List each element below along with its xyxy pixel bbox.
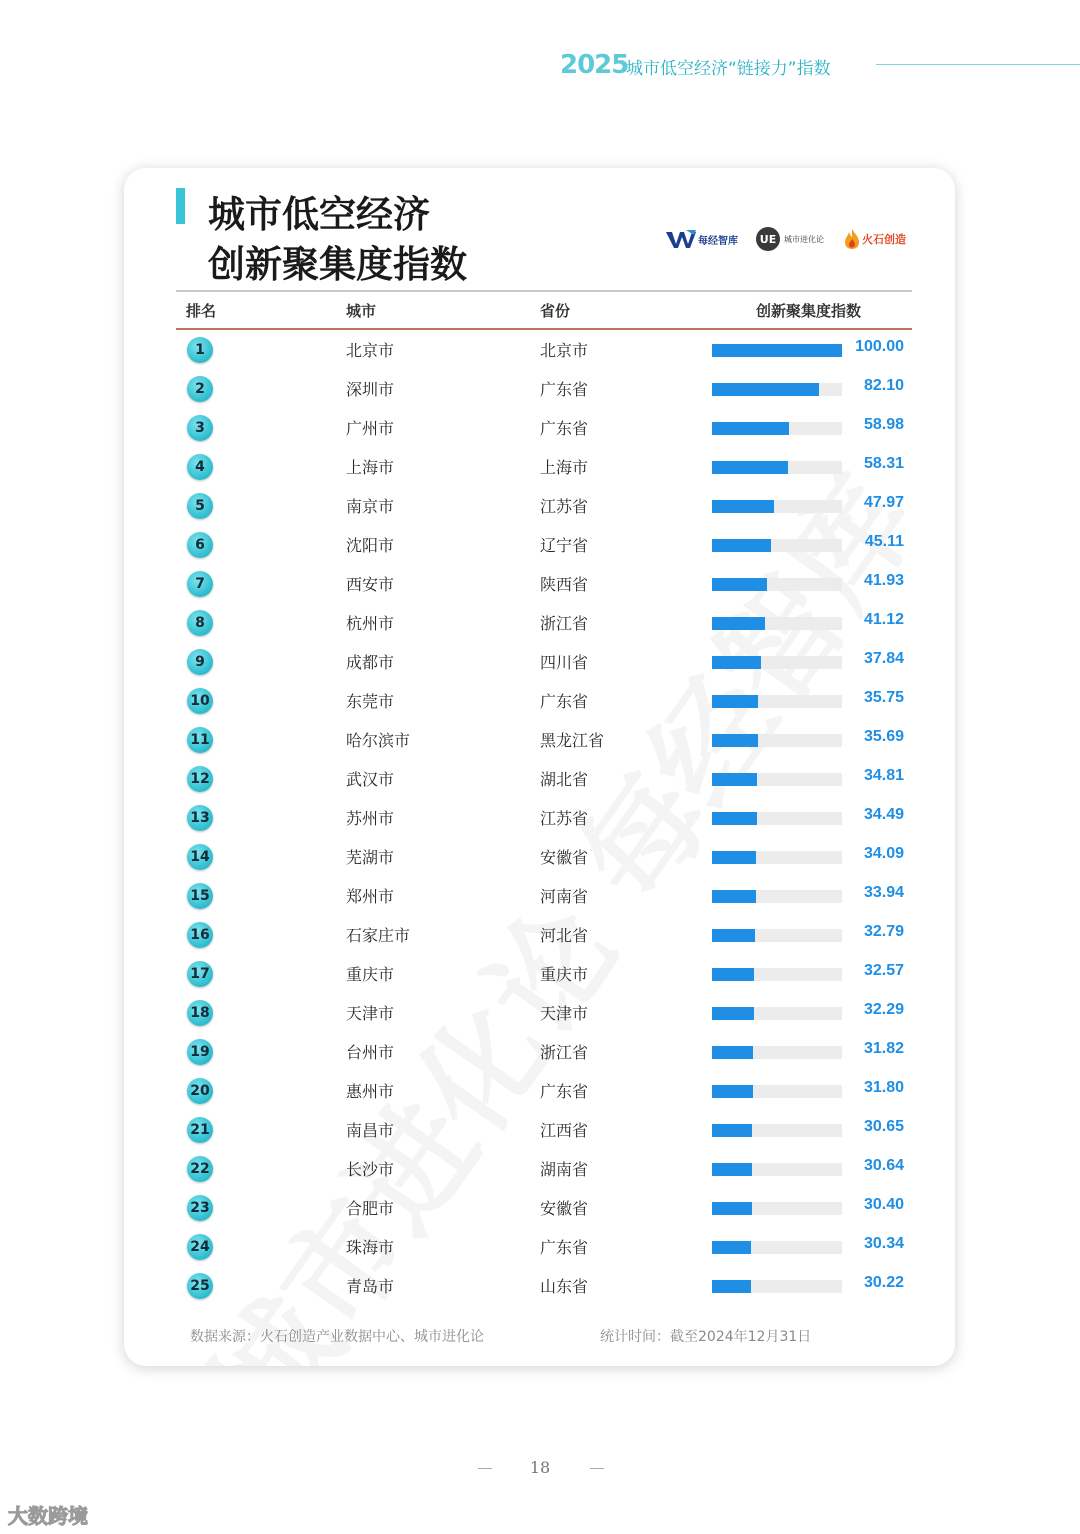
flame-icon (844, 228, 860, 250)
value-label: 32.57 (863, 962, 904, 979)
page-number: 18 (529, 1458, 551, 1477)
col-header-index: 创新聚集度指数 (756, 302, 862, 320)
value-label: 58.98 (863, 416, 904, 433)
city-name: 石家庄市 (346, 926, 411, 945)
value-label: 33.94 (863, 884, 904, 901)
table-row (124, 408, 955, 447)
card-title-line1: 城市低空经济 (208, 193, 430, 236)
bar-track (712, 851, 842, 864)
province-name: 浙江省 (540, 1043, 589, 1062)
table-row (124, 369, 955, 408)
table-row (124, 486, 955, 525)
city-name: 合肥市 (346, 1199, 395, 1218)
rank-badge: 6 (187, 532, 213, 558)
bar-track (712, 734, 842, 747)
title-accent-bar (176, 188, 185, 224)
bar-5 (712, 500, 774, 513)
table-row (124, 1071, 955, 1110)
rank-badge: 5 (187, 493, 213, 519)
rank-badge: 19 (187, 1039, 213, 1065)
city-name: 南京市 (346, 497, 395, 516)
province-name: 江西省 (540, 1121, 589, 1140)
city-name: 青岛市 (346, 1277, 395, 1296)
city-name: 惠州市 (346, 1082, 395, 1101)
bar-track (712, 968, 842, 981)
table-row (124, 603, 955, 642)
province-name: 上海市 (540, 458, 589, 477)
partner-logos (664, 226, 924, 256)
bar-2 (712, 383, 819, 396)
bar-10 (712, 695, 758, 708)
province-name: 浙江省 (540, 614, 589, 633)
value-label: 30.40 (863, 1196, 904, 1213)
province-name: 北京市 (540, 341, 589, 360)
table-header (176, 292, 912, 328)
report-title: 城市低空经济“链接力”指数 (626, 59, 831, 79)
bar-track (712, 1163, 842, 1176)
bar-track (712, 539, 842, 552)
page-number-dash-left (478, 1468, 492, 1469)
bar-1 (712, 344, 842, 357)
city-name: 珠海市 (346, 1238, 395, 1257)
bar-track (712, 890, 842, 903)
province-name: 河北省 (540, 926, 589, 945)
rank-badge: 18 (187, 1000, 213, 1026)
bar-21 (712, 1124, 752, 1137)
city-name: 郑州市 (346, 887, 395, 906)
table-row (124, 837, 955, 876)
province-name: 湖南省 (540, 1160, 589, 1179)
report-header (560, 48, 1080, 82)
province-name: 广东省 (540, 1238, 589, 1257)
city-name: 成都市 (346, 653, 395, 672)
table-row (124, 1227, 955, 1266)
corner-logo: 大数跨境 (8, 1504, 88, 1528)
value-label: 34.81 (863, 767, 904, 784)
table-row (124, 759, 955, 798)
bar-track (712, 461, 842, 474)
rank-badge: 9 (187, 649, 213, 675)
table-row (124, 798, 955, 837)
bar-track (712, 1046, 842, 1059)
rank-badge: 25 (187, 1273, 213, 1299)
city-name: 天津市 (346, 1004, 395, 1023)
bar-track (712, 1124, 842, 1137)
bar-3 (712, 422, 789, 435)
bar-track (712, 695, 842, 708)
province-name: 黑龙江省 (540, 731, 605, 750)
bar-track (712, 1241, 842, 1254)
rank-badge: 7 (187, 571, 213, 597)
value-label: 47.97 (863, 494, 904, 511)
value-label: 82.10 (863, 377, 904, 394)
city-name: 西安市 (346, 575, 395, 594)
mjzk-logo (666, 226, 738, 252)
table-row (124, 993, 955, 1032)
city-name: 台州市 (346, 1043, 395, 1062)
table-row (124, 1188, 955, 1227)
table-row (124, 681, 955, 720)
bar-15 (712, 890, 756, 903)
value-label: 45.11 (864, 533, 904, 550)
bar-track (712, 617, 842, 630)
bar-track (712, 344, 842, 357)
value-label: 30.65 (863, 1118, 904, 1135)
city-name: 广州市 (346, 419, 395, 438)
bar-6 (712, 539, 771, 552)
bar-track (712, 1007, 842, 1020)
table-row (124, 720, 955, 759)
city-name: 芜湖市 (346, 848, 395, 867)
page-number-dash-right (590, 1468, 604, 1469)
table-row (124, 954, 955, 993)
bar-track (712, 812, 842, 825)
rank-badge: 12 (187, 766, 213, 792)
card-title-line2: 创新聚集度指数 (208, 243, 467, 286)
table-row (124, 1032, 955, 1071)
value-label: 41.12 (863, 611, 904, 628)
bar-18 (712, 1007, 754, 1020)
province-name: 陕西省 (540, 575, 589, 594)
data-source: 数据来源：火石创造产业数据中心、城市进化论 (190, 1329, 484, 1345)
city-name: 杭州市 (346, 614, 395, 633)
stat-time: 统计时间：截至2024年12月31日 (600, 1329, 812, 1345)
city-name: 长沙市 (346, 1160, 395, 1179)
col-header-rank: 排名 (186, 302, 217, 320)
city-name: 哈尔滨市 (346, 731, 411, 750)
value-label: 30.22 (863, 1274, 904, 1291)
value-label: 100.00 (855, 338, 904, 355)
bar-track (712, 656, 842, 669)
bar-track (712, 1085, 842, 1098)
rank-badge: 23 (187, 1195, 213, 1221)
rank-badge: 4 (187, 454, 213, 480)
bar-12 (712, 773, 757, 786)
city-name: 沈阳市 (346, 536, 395, 555)
value-label: 37.84 (863, 650, 904, 667)
hs-logo (844, 226, 906, 252)
province-name: 四川省 (540, 653, 589, 672)
province-name: 辽宁省 (540, 536, 589, 555)
table-row (124, 642, 955, 681)
ue-logo-icon: UE (756, 227, 780, 251)
rank-badge: 11 (187, 727, 213, 753)
bar-14 (712, 851, 756, 864)
rank-badge: 24 (187, 1234, 213, 1260)
province-name: 广东省 (540, 692, 589, 711)
value-label: 30.64 (863, 1157, 904, 1174)
value-label: 34.49 (863, 806, 904, 823)
value-label: 35.69 (863, 728, 904, 745)
province-name: 广东省 (540, 1082, 589, 1101)
bar-11 (712, 734, 758, 747)
city-name: 上海市 (346, 458, 395, 477)
rank-badge: 14 (187, 844, 213, 870)
value-label: 34.09 (863, 845, 904, 862)
table-row (124, 1110, 955, 1149)
province-name: 湖北省 (540, 770, 589, 789)
ue-logo (756, 226, 824, 252)
rank-badge: 13 (187, 805, 213, 831)
city-name: 重庆市 (346, 965, 395, 984)
rank-badge: 2 (187, 376, 213, 402)
bar-16 (712, 929, 755, 942)
header-divider (876, 64, 1080, 65)
bar-track (712, 1280, 842, 1293)
city-name: 苏州市 (346, 809, 395, 828)
bar-track (712, 578, 842, 591)
province-name: 河南省 (540, 887, 589, 906)
bar-17 (712, 968, 754, 981)
value-label: 35.75 (863, 689, 904, 706)
province-name: 安徽省 (540, 1199, 589, 1218)
city-name: 武汉市 (346, 770, 395, 789)
province-name: 江苏省 (540, 809, 589, 828)
city-name: 南昌市 (346, 1121, 395, 1140)
value-label: 41.93 (863, 572, 904, 589)
table-row (124, 330, 955, 369)
table-row (124, 564, 955, 603)
bar-8 (712, 617, 765, 630)
ue-logo-text: 城市进化论 (784, 234, 824, 244)
rank-badge: 10 (187, 688, 213, 714)
province-name: 天津市 (540, 1004, 589, 1023)
value-label: 31.80 (863, 1079, 904, 1096)
mjzk-logo-icon (666, 228, 696, 250)
rank-badge: 21 (187, 1117, 213, 1143)
value-label: 58.31 (863, 455, 904, 472)
rank-badge: 16 (187, 922, 213, 948)
province-name: 江苏省 (540, 497, 589, 516)
index-card (124, 168, 955, 1366)
city-name: 北京市 (346, 341, 395, 360)
province-name: 山东省 (540, 1277, 589, 1296)
province-name: 安徽省 (540, 848, 589, 867)
hs-logo-text: 火石创造 (862, 233, 906, 246)
col-header-province: 省份 (540, 302, 571, 320)
province-name: 重庆市 (540, 965, 589, 984)
rank-badge: 3 (187, 415, 213, 441)
province-name: 广东省 (540, 419, 589, 438)
bar-19 (712, 1046, 753, 1059)
bar-25 (712, 1280, 751, 1293)
bar-track (712, 422, 842, 435)
table-row (124, 876, 955, 915)
table-row (124, 915, 955, 954)
bar-4 (712, 461, 788, 474)
value-label: 30.34 (863, 1235, 904, 1252)
bar-24 (712, 1241, 751, 1254)
table-row (124, 1149, 955, 1188)
bar-9 (712, 656, 761, 669)
rank-badge: 20 (187, 1078, 213, 1104)
value-label: 32.79 (863, 923, 904, 940)
bar-13 (712, 812, 757, 825)
city-name: 深圳市 (346, 380, 395, 399)
rank-badge: 15 (187, 883, 213, 909)
bar-track (712, 383, 842, 396)
rank-badge: 1 (187, 337, 213, 363)
rank-badge: 17 (187, 961, 213, 987)
value-label: 31.82 (863, 1040, 904, 1057)
bar-22 (712, 1163, 752, 1176)
province-name: 广东省 (540, 380, 589, 399)
bar-20 (712, 1085, 753, 1098)
table-row (124, 447, 955, 486)
bar-track (712, 773, 842, 786)
rank-badge: 22 (187, 1156, 213, 1182)
year-logo: 2025 (560, 50, 629, 80)
mjzk-logo-text: 每经智库 (698, 235, 738, 247)
bar-track (712, 929, 842, 942)
table-row (124, 1266, 955, 1305)
bar-7 (712, 578, 767, 591)
bar-track (712, 500, 842, 513)
rank-badge: 8 (187, 610, 213, 636)
value-label: 32.29 (863, 1001, 904, 1018)
table-row (124, 525, 955, 564)
bar-track (712, 1202, 842, 1215)
bar-23 (712, 1202, 752, 1215)
col-header-city: 城市 (346, 302, 377, 320)
city-name: 东莞市 (346, 692, 395, 711)
